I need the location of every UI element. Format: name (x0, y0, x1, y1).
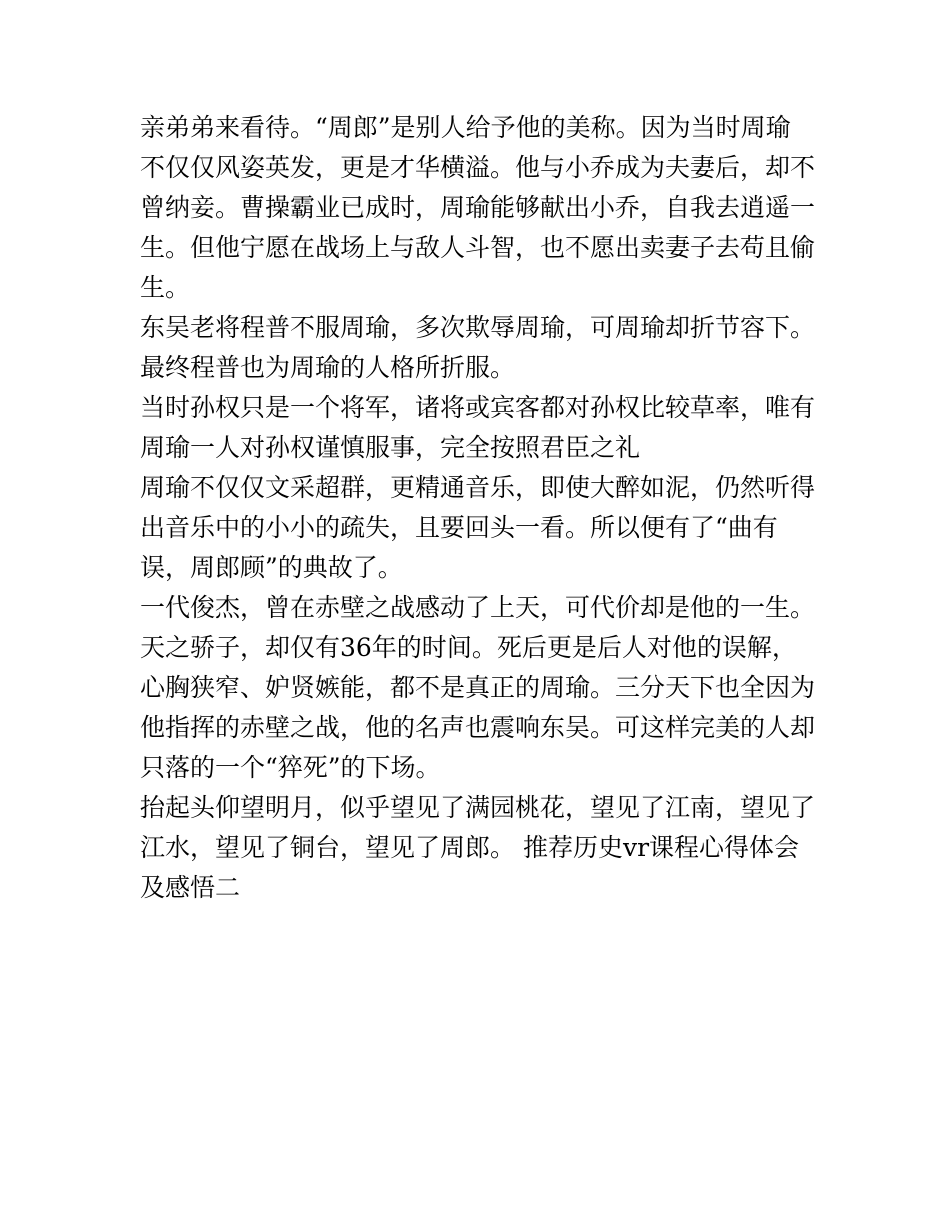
paragraph-moon: 抬起头仰望明月，似乎望见了满园桃花，望见了江南，望见了江水，望见了铜台，望见了周郎。 推荐历史vr课程心得体会及感悟二 (140, 793, 816, 902)
paragraph-sun-quan: 当时孙权只是一个将军，诸将或宾客都对孙权比较草率，唯有周瑜一人对孙权谨慎服事，完全按照君臣之礼 (140, 393, 816, 462)
document-body (140, 108, 815, 908)
paragraph-zhou-lang-title: 亲弟弟来看待。“周郎”是别人给予他的美称。因为当时周瑜不仅仅风姿英发，更是才华横溢。他与小乔成为夫妻后，却不曾纳妾。曹操霸业已成时，周瑜能够献出小乔，自我去逍遥一生。但他宁愿在战场上与敌人斗智，也不愿出卖妻子去苟且偷生。 (140, 113, 816, 302)
paragraph-cheng-pu: 东吴老将程普不服周瑜，多次欺辱周瑜，可周瑜却折节容下。最终程普也为周瑜的人格所折服。 (140, 313, 816, 382)
paragraph-chibi: 一代俊杰，曾在赤壁之战感动了上天，可代价却是他的一生。天之骄子，却仅有36年的时间。死后更是后人对他的误解，心胸狭窄、妒贤嫉能，都不是真正的周瑜。三分天下也全因为他指挥的赤壁之战，他的名声也震响东吴。可这样完美的人却只落的一个“猝死”的下场。 (140, 593, 816, 782)
paragraph-music: 周瑜不仅仅文采超群，更精通音乐，即使大醉如泥，仍然听得出音乐中的小小的疏失，且要回头一看。所以便有了“曲有误，周郎顾”的典故了。 (140, 473, 816, 582)
